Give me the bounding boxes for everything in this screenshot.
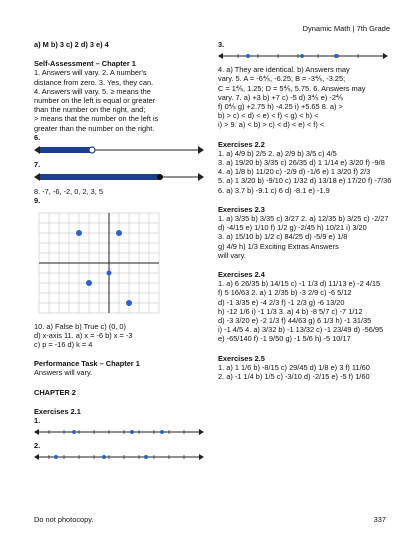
coordinate-grid xyxy=(34,208,164,320)
answer-line: f) 0⅘ g) +2.75 h) -4.25 i) +5.65 8. a) > xyxy=(218,102,343,112)
answer-line: 2. a) -1 1/4 b) 1/5 c) -3/10 d) -2/15 e) -5 f) 1/60 xyxy=(218,372,370,382)
answer-line: d) -3 3/20 e) -2 1/3 f) 44/63 g) 6 1/3 h) -1 31/35 xyxy=(218,316,372,326)
section-title: Self-Assessment – Chapter 1 xyxy=(34,59,136,69)
answer-line: than the number on the right, and; xyxy=(34,105,146,115)
answer-line: i) -1 4/5 4. a) 3/32 b) -1 13/32 c) -1 23/49 d) -56/95 xyxy=(218,325,384,335)
answer-line: h) -12 1/6 i) -1 1/3 3. a) 4 b) -8 5/7 c) -7 1/12 xyxy=(218,306,363,316)
answer-line: > means that the number on the left is xyxy=(34,114,159,124)
answer-line: 3. a) 19/20 b) 3/35 c) 26/35 d) 1 1/14 e) 3/20 f) -9/8 xyxy=(218,158,385,168)
answer-line: 4. a) They are identical. b) Answers may xyxy=(218,65,350,75)
answer-line: number on the left is equal or greater xyxy=(34,96,156,106)
item-number: 1. xyxy=(34,416,41,426)
answer-line: g) 4/9 h) 1/3 Exciting Extras Answers xyxy=(218,241,339,251)
section-title: Exercises 2.4 xyxy=(218,270,265,280)
answer-line: greater than the number on the right. xyxy=(34,123,155,133)
answer-line: 4. Answers will vary. 5. ≥ means the xyxy=(34,86,151,96)
answer-line: 5. a) 1 3/20 b) -9/10 c) 1/32 d) 13/18 e) 17/20 f) -7/36 xyxy=(218,176,392,186)
answer-line: 3. a) 15/10 b) 1/2 c) 84/25 d) -5/9 e) 1/8 xyxy=(218,232,348,242)
page-header: Dynamic Math | 7th Grade xyxy=(302,24,390,33)
answer-line: 1. a) 3/35 b) 3/35 c) 3/27 2. a) 12/35 b) 3/25 c) -2/27 xyxy=(218,214,389,224)
answer-line: 10. a) False b) True c) (0, 0) xyxy=(34,321,127,331)
section-title: Performance Task – Chapter 1 xyxy=(34,359,140,369)
item-number: 2. xyxy=(34,441,41,451)
answer-line: distance from zero. 3. Yes, they can. xyxy=(34,77,154,87)
answer-line: vary. 7. a) +3 b) +7 c) -5 d) 3⅘ e) -2⅘ xyxy=(218,92,344,102)
answer-line: vary. 5. A = -6⅘, -6.25; B = -3⅘, -3.25; xyxy=(218,74,346,84)
page-number: 337 xyxy=(373,515,386,524)
answer-line: f) 5 16/63 2. a) 1 2/35 b) -3 2/9 c) -6 5/12 xyxy=(218,288,352,298)
answer-line: d) x-axis 11. a) x = -6 b) x = -3 xyxy=(34,330,133,340)
answer-line: C = 1⅘, 1.25; D = 5⅘, 5.75. 6. Answers may xyxy=(218,83,366,93)
number-line-7 xyxy=(34,171,204,185)
section-title: Exercises 2.2 xyxy=(218,139,265,149)
number-line-3 xyxy=(218,51,388,63)
answer-line: Answers will vary. xyxy=(34,368,93,378)
footer-note: Do not photocopy. xyxy=(34,515,94,524)
number-line-6 xyxy=(34,144,204,158)
answer-line: 1. a) 4/9 b) 2/5 2. a) 2/9 b) 3/5 c) 4/5 xyxy=(218,148,337,158)
item-number: 3. xyxy=(218,40,225,49)
right-column xyxy=(218,40,396,381)
answer-line: 8. -7, -6, -2, 0, 2, 3, 5 xyxy=(34,187,104,197)
left-column xyxy=(34,40,212,466)
answer-line: 1. a) 6 26/35 b) 14/15 c) -1 1/3 d) 11/13 e) -2 4/15 xyxy=(218,279,381,289)
answer-line: e) -65/140 f) -1 9/50 g) -1 5/6 h) -5 10/17 xyxy=(218,334,351,344)
item-number: 7. xyxy=(34,160,41,170)
answer-line: b) > c) < d) < e) < f) < g) < h) < xyxy=(218,111,319,121)
answer-line: 6. a) 3.7 b) -9.1 c) 6 d) -8.1 e) -1.9 xyxy=(218,185,330,195)
answer-line: a) M b) 3 c) 2 d) 3 e) 4 xyxy=(34,40,109,49)
answer-line: i) > 9. a) < b) > c) < d) < e) < f) < xyxy=(218,120,325,130)
section-title: Exercises 2.1 xyxy=(34,406,81,416)
answer-line: d) -4/15 e) 1/10 f) 1/2 g) -2/45 h) 10/21 i) 3/20 xyxy=(218,223,367,233)
answer-line: 1. Answers will vary. 2. A number's xyxy=(34,68,147,78)
section-title: Exercises 2.5 xyxy=(218,353,265,363)
item-number: 6. xyxy=(34,132,41,142)
number-line-ex21-2 xyxy=(34,452,204,464)
number-line-ex21-1 xyxy=(34,427,204,439)
item-number: 9. xyxy=(34,196,41,206)
answer-line: 1. a) 1 1/6 b) -8/15 c) 29/45 d) 1/8 e) 3 f) 11/60 xyxy=(218,362,370,372)
answer-line: d) -1 3/35 e) -4 2/3 f) -1 2/3 g) -6 13/20 xyxy=(218,297,345,307)
answer-line: c) p = -16 d) k = 4 xyxy=(34,340,93,350)
answer-line: will vary. xyxy=(218,250,246,260)
answer-line: 4. a) 1/8 b) 11/20 c) -2/9 d) -1/6 e) 1 3/20 f) 2/3 xyxy=(218,167,371,177)
section-title: Exercises 2.3 xyxy=(218,204,265,214)
chapter-title: CHAPTER 2 xyxy=(34,387,76,397)
